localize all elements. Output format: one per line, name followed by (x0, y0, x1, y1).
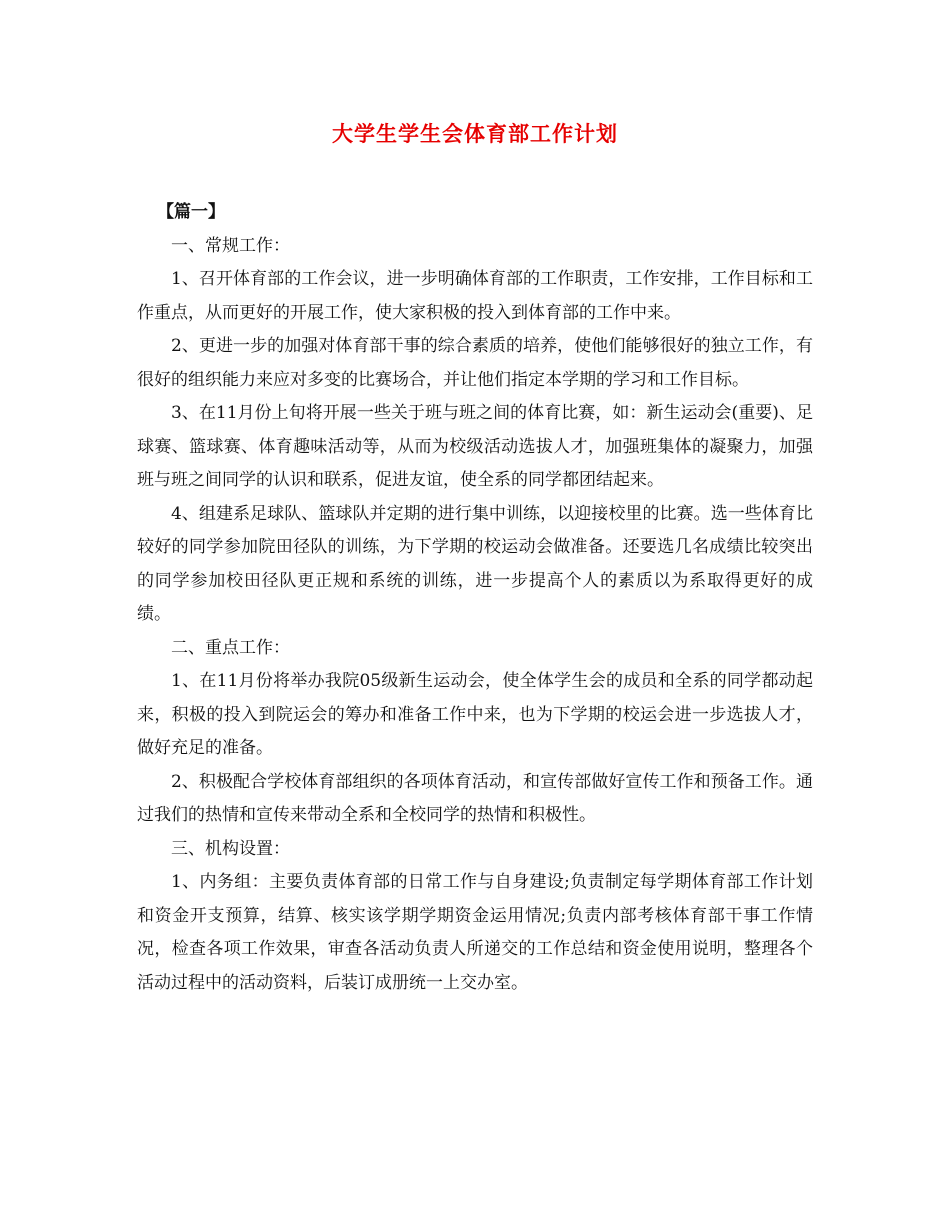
paragraph-key-2: 2、积极配合学校体育部组织的各项体育活动，和宣传部做好宣传工作和预备工作。通过我们的热情和宣传来带动全系和全校同学的热情和积极性。 (137, 771, 813, 825)
heading-routine-work: 一、常规工作： (171, 235, 290, 256)
heading-key-work: 二、重点工作： (171, 637, 290, 658)
document-body (137, 196, 813, 1000)
paragraph-routine-2: 2、更进一步的加强对体育部干事的综合素质的培养，使他们能够很好的独立工作，有很好的组织能力来应对多变的比赛场合，并让他们指定本学期的学习和工作目标。 (137, 336, 813, 390)
heading-organization: 三、机构设置： (171, 838, 290, 859)
paragraph-routine-4: 4、组建系足球队、篮球队并定期的进行集中训练，以迎接校里的比赛。选一些体育比较好的同学参加院田径队的训练，为下学期的校运动会做准备。还要选几名成绩比较突出的同学参加校田径队更正规和系统的训练，进一步提高个人的素质以为系取得更好的成绩。 (137, 503, 813, 624)
paragraph-organization-1: 1、内务组：主要负责体育部的日常工作与自身建设;负责制定每学期体育部工作计划和资金开支预算，结算、核实该学期学期资金运用情况;负责内部考核体育部干事工作情况，检查各项工作效果，审查各活动负责人所递交的工作总结和资金使用说明，整理各个活动过程中的活动资料，后装订成册统一上交办室。 (137, 872, 813, 993)
document-title: 大学生学生会体育部工作计划 (332, 121, 618, 146)
section-marker: 【篇一】 (157, 202, 225, 222)
paragraph-routine-1: 1、召开体育部的工作会议，进一步明确体育部的工作职责，工作安排，工作目标和工作重点，从而更好的开展工作，使大家积极的投入到体育部的工作中来。 (137, 269, 813, 323)
paragraph-routine-3: 3、在11月份上旬将开展一些关于班与班之间的体育比赛，如：新生运动会(重要)、足球赛、篮球赛、体育趣味活动等，从而为校级活动选拔人才，加强班集体的凝聚力，加强班与班之间同学的认识和联系，促进友谊，使全系的同学都团结起来。 (137, 403, 813, 490)
paragraph-key-1: 1、在11月份将举办我院05级新生运动会，使全体学生会的成员和全系的同学都动起来，积极的投入到院运会的筹办和准备工作中来，也为下学期的校运会进一步选拔人才，做好充足的准备。 (137, 671, 813, 758)
